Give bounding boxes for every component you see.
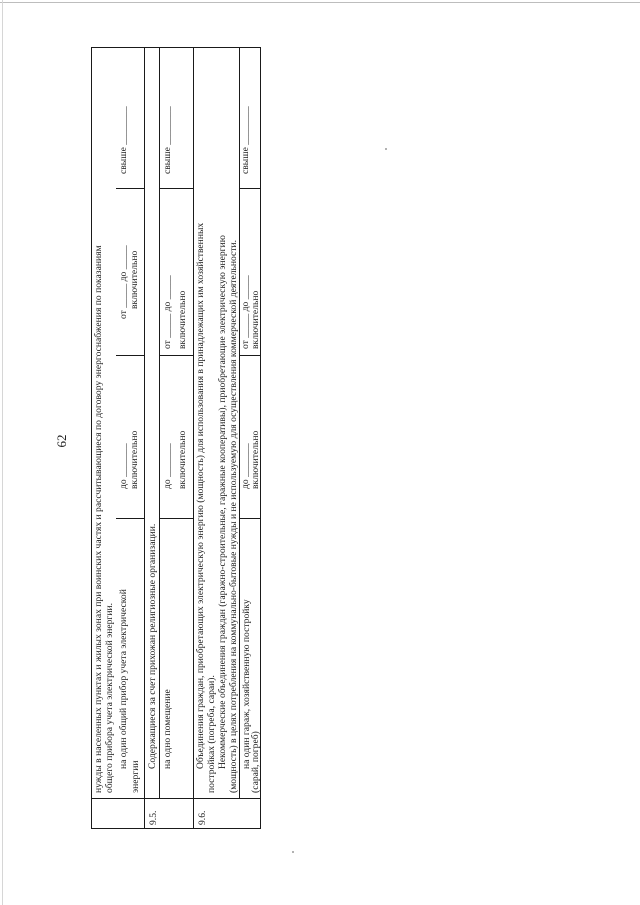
scan-edge-top [0,2,640,3]
scan-edge-left [2,0,3,905]
section-9-5-number: 9.5. [148,810,159,825]
section-9-6-paragraph1-line2: постройках (погреба, сараи). [206,675,217,793]
section-9-6-row-label-line1: на один гараж, хозяйственную постройку [241,599,252,769]
section-9-4-upto-value: до _______ [118,443,129,489]
section-9-5-range-value: от _____ до _____ [162,275,173,349]
section-9-6-range-value: от _____ до _____ [240,275,251,349]
table-border-top [91,47,92,829]
column-divider [116,188,144,189]
section-9-6-range-inclusive: включительно [250,290,261,349]
column-divider [239,188,261,189]
column-divider [159,355,193,356]
column-divider [116,355,144,356]
section-9-4-range-inclusive: включительно [129,250,140,309]
column-divider [159,188,193,189]
rotated-table-container [91,47,261,829]
section-9-4-range-value: от _____ до _____ [118,245,129,319]
section-9-6-paragraph2-line2: (мощность) в целях потребления на коммунально-бытовые нужды и не используемую для осуществления коммерческой деятельности. [228,239,239,793]
section-9-6-upto-inclusive: включительно [250,430,261,489]
row-divider [193,47,194,829]
table-column-divider-number [91,798,261,799]
section-9-6-upto-value: до _______ [240,443,251,489]
section-9-5-upto-value: до _______ [162,443,173,489]
table-border-right [91,47,261,48]
section-9-5-row-label: на одно помещение [162,689,173,769]
section-9-4-text-line2: общего прибора учета электрической энергии. [104,602,115,793]
section-9-4-text-line1: нужды в населенных пунктах и жилых зонах при воинских частях и рассчитывающиеся по договору энергоснабжения по показаниям [93,245,104,793]
scan-speck [292,851,294,853]
section-9-6-over-value: свыше ________ [240,106,251,174]
section-9-5-upto-inclusive: включительно [177,430,188,489]
row-divider [159,47,160,799]
section-9-6-number: 9.6. [197,810,208,825]
tariff-table [91,47,261,829]
table-border-left [91,828,261,829]
row-divider [144,47,145,829]
section-9-5-over-value: свыше ________ [162,106,173,174]
section-9-6-row-label-line2: (сарай, погреб) [250,731,261,793]
section-9-4-upto-inclusive: включительно [129,430,140,489]
scan-speck [385,148,387,150]
column-divider [159,518,193,519]
section-9-5-range-inclusive: включительно [177,290,188,349]
column-divider [116,518,144,519]
column-divider [239,355,261,356]
page-number: 62 [54,434,69,448]
section-9-6-paragraph2-line1: Некоммерческие объединения граждан (гаражно-строительные, гаражные кооперативы), приобретающие электрическую энергию [217,235,228,769]
column-divider [239,518,261,519]
section-9-4-row-label-line1: на один общий прибор учета электрической [118,589,129,769]
section-9-5-heading: Содержащиеся за счет прихожан религиозные организации. [147,523,158,769]
section-9-4-row-label-line2: энергии [130,760,141,793]
section-9-6-paragraph1-line1: Объединения граждан, приобретающих электрическую энергию (мощность) для использования в принадлежащих им хозяйственных [195,222,206,769]
section-9-4-over-value: свыше ________ [118,106,129,174]
